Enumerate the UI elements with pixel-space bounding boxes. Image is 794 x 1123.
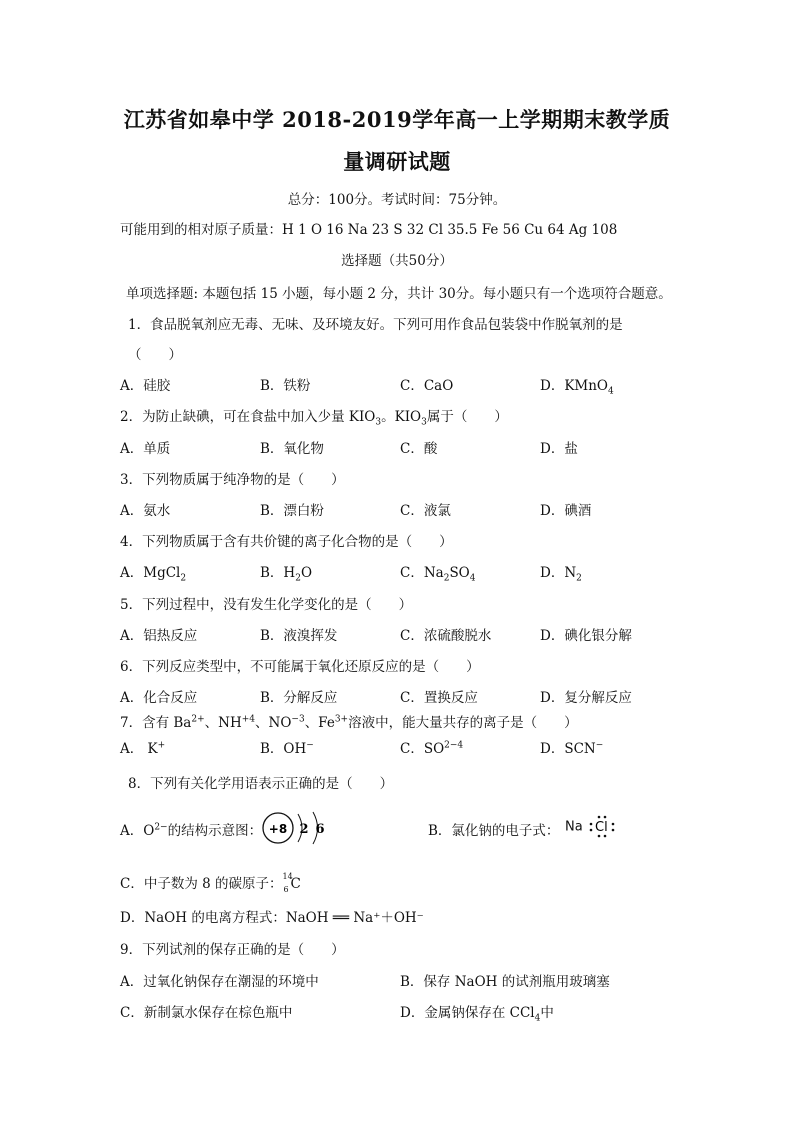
- q2-option-d: D．盐: [540, 441, 578, 457]
- question-1-answer-blank: （ ）: [128, 347, 182, 363]
- exam-title-continued: 量调研试题: [343, 149, 451, 174]
- q1-option-d: D．KMnO$_4$: [540, 378, 614, 397]
- q8-option-c: C．中子数为 8 的碳原子： 14 6 C: [120, 871, 301, 894]
- q8-option-d: D．NaOH 的电离方程式：NaOH ══ Na⁺＋OH⁻: [120, 910, 424, 926]
- nucleus-charge: +8: [268, 822, 288, 836]
- q3-option-b: B．漂白粉: [260, 503, 324, 519]
- q9-option-c: C．新制氯水保存在棕色瓶中: [120, 1005, 293, 1021]
- question-6-stem: 6．下列反应类型中，不可能属于氧化还原反应的是（ ）: [120, 659, 480, 675]
- nuclide-notation: 14 6: [282, 871, 293, 894]
- q2-option-a: A．单质: [120, 441, 171, 457]
- q9-option-a: A．过氧化钠保存在潮湿的环境中: [120, 974, 319, 990]
- atomic-masses: 可能用到的相对原子质量：H 1 O 16 Na 23 S 32 Cl 35.5 Fe 56 Cu 64 Ag 108: [120, 222, 618, 238]
- question-5-stem: 5．下列过程中，没有发生化学变化的是（ ）: [120, 597, 413, 613]
- q4-option-d: D．$N_2$: [540, 565, 582, 584]
- q2-option-c: C．酸: [400, 441, 438, 457]
- question-2-stem: 2．为防止缺碘，可在食盐中加入少量 $KIO_3$。$KIO_3$属于（ ）: [120, 409, 508, 428]
- q7-option-d: D．SCN−: [540, 740, 604, 757]
- chlorine-symbol: Cl: [594, 820, 608, 835]
- oxygen-ion-structure-diagram: [258, 808, 338, 848]
- q3-option-d: D．碘酒: [540, 503, 592, 519]
- chloride-electron-dots: [587, 814, 629, 840]
- q6-option-d: D．复分解反应: [540, 690, 632, 706]
- exam-title: 江苏省如皋中学 2018-2019学年高一上学期期末教学质: [123, 107, 671, 132]
- q7-option-c: C．$SO^{2-4}$: [400, 740, 464, 757]
- q6-option-b: B．分解反应: [260, 690, 338, 706]
- q1-option-a: A．硅胶: [120, 378, 171, 394]
- q5-option-b: B．液溴挥发: [260, 628, 338, 644]
- q6-option-c: C．置换反应: [400, 690, 478, 706]
- section-title: 选择题（共50分）: [341, 253, 453, 269]
- q5-option-a: A．铝热反应: [120, 628, 198, 644]
- q5-option-c: C．浓硫酸脱水: [400, 628, 492, 644]
- second-shell-electrons: 6: [315, 822, 325, 837]
- score-and-time: 总分：100分。考试时间：75分钟。: [287, 192, 507, 208]
- sodium-symbol: Na: [565, 819, 583, 835]
- q3-option-a: A．氨水: [120, 503, 171, 519]
- q6-option-a: A．化合反应: [120, 690, 198, 706]
- q7-option-b: B．OH−: [260, 740, 314, 757]
- q1-option-c: C．CaO: [400, 378, 454, 394]
- q4-option-c: C．$Na_2SO_4$: [400, 565, 476, 584]
- section-instruction: 单项选择题: 本题包括 15 小题，每小题 2 分，共计 30分。每小题只有一个选项符合题意。: [126, 286, 672, 302]
- sodium-chloride-electron-dot-formula: [565, 814, 629, 840]
- q9-option-d: D．金属钠保存在 CCl$_4$中: [400, 1005, 554, 1024]
- question-4-stem: 4．下列物质属于含有共价键的离子化合物的是（ ）: [120, 534, 453, 550]
- q8-option-b: B．氯化钠的电子式：: [428, 823, 560, 839]
- question-1-stem: 1．食品脱氧剂应无毒、无味、及环境友好。下列可用作食品包装袋中作脱氧剂的是: [128, 317, 623, 333]
- q9-option-b: B．保存 NaOH 的试剂瓶用玻璃塞: [400, 974, 610, 990]
- q3-option-c: C．液氯: [400, 503, 451, 519]
- question-9-stem: 9．下列试剂的保存正确的是（ ）: [120, 942, 345, 958]
- q1-option-b: B．铁粉: [260, 378, 311, 394]
- q5-option-d: D．碘化银分解: [540, 628, 632, 644]
- question-7-stem: 7．含有 $Ba^{2+}$、$NH^{+4}$、$NO^{-3}$、$Fe^{3+}$溶液中，能大量共存的离子是（ ）: [120, 714, 578, 731]
- q7-option-a: A． K+: [120, 740, 166, 757]
- q4-option-b: B．$H_2O$: [260, 565, 313, 584]
- q2-option-b: B．氧化物: [260, 441, 324, 457]
- question-8-stem: 8．下列有关化学用语表示正确的是（ ）: [128, 776, 394, 792]
- question-3-stem: 3．下列物质属于纯净物的是（ ）: [120, 472, 345, 488]
- q8-option-a: A．$O^{2-}$的结构示意图：: [120, 822, 263, 839]
- q4-option-a: A．MgCl$_2$: [120, 565, 187, 584]
- first-shell-electrons: 2: [299, 822, 309, 837]
